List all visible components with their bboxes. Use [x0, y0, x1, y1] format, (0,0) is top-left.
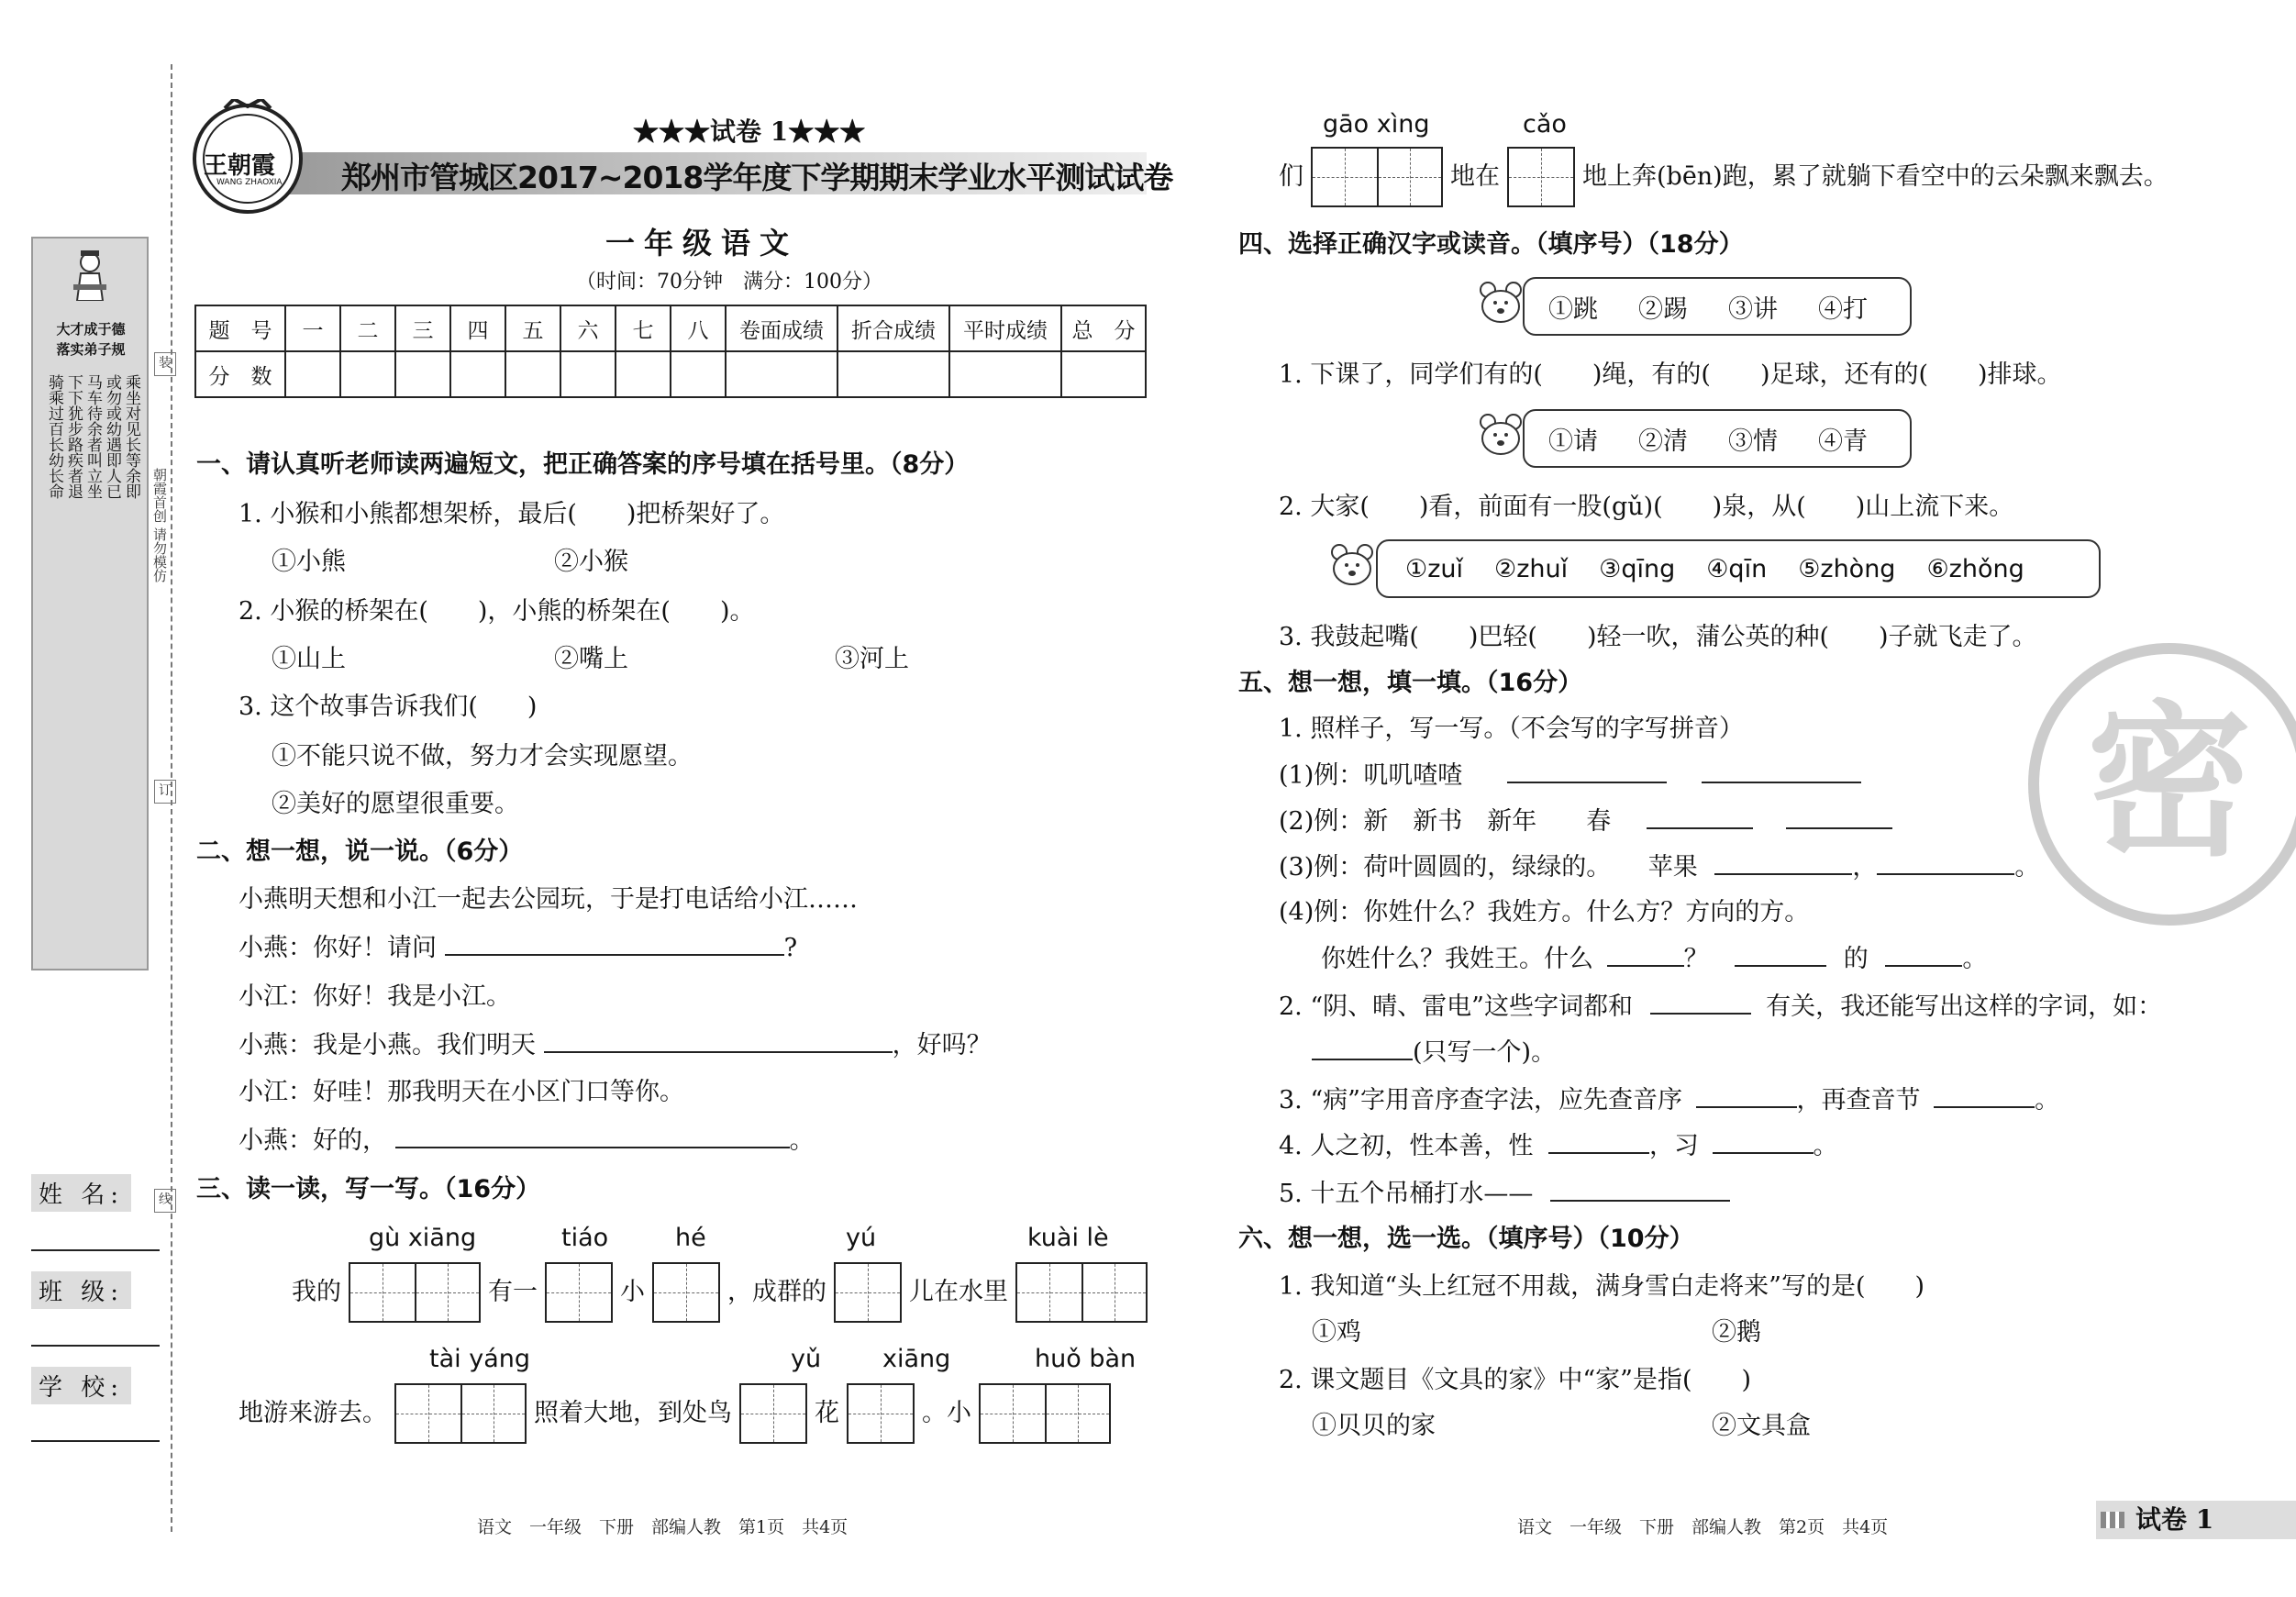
question: 1. 照样子，写一写。（不会写的字写拼音）: [1279, 715, 1744, 743]
answer-blank[interactable]: [1507, 760, 1667, 783]
option: ②踢: [1638, 294, 1688, 324]
section-5-title: 五、想一想，填一填。（16分）: [1238, 669, 1583, 697]
cut-line: [171, 64, 172, 1532]
option: ③河上: [835, 645, 909, 673]
table-row: [195, 305, 1146, 351]
score-cell[interactable]: [395, 351, 450, 397]
copyright-notice: 朝霞首创 请勿模仿: [151, 468, 168, 582]
question-text: (只写一个)。: [1413, 1038, 1557, 1067]
name-label: 姓 名:: [31, 1174, 131, 1212]
question-text: 有关，我还能写出这样的字词，如：: [1766, 993, 2163, 1021]
question-text: ，再查音节: [1796, 1086, 1921, 1115]
bear-icon: [1475, 411, 1526, 457]
writing-row: [292, 1262, 1148, 1323]
table-cell: 七: [616, 305, 671, 351]
writing-grid[interactable]: [834, 1262, 902, 1323]
example-text: 的: [1843, 945, 1869, 973]
binding-strip: [0, 0, 174, 1597]
score-cell[interactable]: [285, 351, 340, 397]
table-cell: 分 数: [195, 351, 285, 397]
table-cell: 一: [285, 305, 340, 351]
pinyin: gù xiāng: [369, 1224, 477, 1252]
school-label: 学 校:: [31, 1367, 131, 1404]
table-cell: 折合成绩: [837, 305, 949, 351]
writing-grid[interactable]: [394, 1383, 527, 1444]
answer-blank[interactable]: [1735, 943, 1826, 967]
example-line: [1279, 760, 1861, 792]
table-cell: 八: [671, 305, 726, 351]
example-line: [1279, 805, 1892, 837]
dialog-text: 。: [789, 1126, 815, 1155]
bear-icon: [1475, 279, 1526, 325]
answer-blank[interactable]: [1696, 1084, 1797, 1108]
option: ③qīng: [1599, 554, 1676, 583]
writing-grid[interactable]: [739, 1383, 807, 1444]
score-cell[interactable]: [671, 351, 726, 397]
pinyin: kuài lè: [1027, 1224, 1109, 1252]
option: ①zuǐ: [1405, 554, 1463, 583]
table-cell: 总 分: [1061, 305, 1146, 351]
row-text: 地在: [1450, 162, 1500, 191]
punct: 。: [2035, 1086, 2060, 1115]
answer-blank[interactable]: [1885, 943, 1962, 967]
example-line: [1321, 943, 1987, 975]
option: ①山上: [272, 645, 346, 673]
punct: 。: [2014, 853, 2040, 882]
dialog-text: 小燕：我是小燕。我们明天: [238, 1031, 536, 1059]
dialog-text: 小燕：你好！请问: [238, 934, 437, 962]
punct: 。: [1813, 1132, 1838, 1160]
page-footer: 语文 一年级 下册 部编人教 第1页 共4页: [477, 1517, 849, 1537]
row-text: 小: [620, 1278, 645, 1306]
answer-blank[interactable]: [1647, 805, 1753, 829]
row-text: 有一: [488, 1278, 538, 1306]
answer-blank[interactable]: [544, 1029, 893, 1053]
name-field[interactable]: [31, 1249, 160, 1251]
option-box: [1523, 277, 1912, 336]
question-text: 5. 十五个吊桶打水——: [1279, 1180, 1534, 1208]
class-label: 班 级:: [31, 1271, 131, 1309]
table-cell: 三: [395, 305, 450, 351]
writing-row: [1279, 147, 2168, 207]
motto-col: 马车待余者叫立坐: [83, 374, 102, 499]
pinyin: tài yáng: [429, 1345, 530, 1373]
confidential-seal-icon: [2027, 642, 2296, 926]
page-footer: 语文 一年级 下册 部编人教 第2页 共4页: [1517, 1517, 1889, 1537]
question-text: ，习: [1648, 1132, 1699, 1160]
pinyin: huǒ bàn: [1035, 1345, 1137, 1373]
section-1-title: 一、请认真听老师读两遍短文，把正确答案的序号填在括号里。（8分）: [196, 450, 970, 479]
option: ②清: [1638, 427, 1688, 456]
dialog-text: ?: [783, 934, 798, 962]
dialog-line: [238, 1125, 815, 1157]
cut-mark: 装: [154, 352, 176, 376]
writing-grid[interactable]: [349, 1262, 481, 1323]
question-text: 2. “阴、晴、雷电”这些字词都和: [1279, 993, 1633, 1021]
example-line: [1279, 851, 2039, 883]
class-field[interactable]: [31, 1345, 160, 1347]
answer-blank[interactable]: [445, 932, 784, 956]
example-text: 你姓什么？我姓王。什么: [1321, 945, 1593, 973]
question-text: 4. 人之初，性本善，性: [1279, 1132, 1534, 1160]
writing-grid[interactable]: [545, 1262, 613, 1323]
table-cell: 平时成绩: [949, 305, 1061, 351]
option: ①贝贝的家: [1312, 1412, 1436, 1440]
question: 1. 我知道“头上红冠不用裁，满身雪白走将来”写的是( ): [1279, 1272, 1925, 1301]
example-text: (2)例：新 新书 新年 春: [1279, 807, 1612, 836]
bear-icon: [1326, 541, 1378, 587]
question: 1. 下课了，同学们有的( )绳，有的( )足球，还有的( )排球。: [1279, 360, 2062, 389]
section-4-title: 四、选择正确汉字或读音。（填序号）（18分）: [1238, 230, 1744, 259]
dialog-intro: 小燕明天想和小江一起去公园玩，于是打电话给小江……: [238, 885, 858, 914]
row-text: 我的: [292, 1278, 341, 1306]
section-6-title: 六、想一想，选一选。（填序号）（10分）: [1238, 1225, 1694, 1253]
question: 3. 这个故事告诉我们( ): [238, 693, 538, 721]
score-cell[interactable]: [616, 351, 671, 397]
row-text: 地上奔(bēn)跑，累了就躺下看空中的云朵飘来飘去。: [1582, 162, 2168, 191]
cut-mark: 订: [154, 780, 176, 804]
writing-row: [238, 1383, 1111, 1444]
pinyin: cǎo: [1523, 110, 1567, 139]
dialog-line: [238, 932, 797, 964]
motto-col: 乘坐对见长等余即: [122, 374, 140, 499]
question: 2. 小猴的桥架在( )，小熊的桥架在( )。: [238, 597, 755, 626]
writing-grid[interactable]: [652, 1262, 720, 1323]
option: ①请: [1548, 427, 1598, 456]
option: ②鹅: [1712, 1318, 1761, 1347]
option: ③情: [1728, 427, 1778, 456]
section-2-title: 二、想一想，说一说。（6分）: [196, 837, 524, 866]
table-cell: 六: [560, 305, 616, 351]
option: ③讲: [1728, 294, 1778, 324]
option: ④青: [1818, 427, 1868, 456]
pinyin: gāo xìng: [1323, 110, 1430, 139]
option: ④qīn: [1706, 554, 1768, 583]
answer-blank[interactable]: [1650, 991, 1751, 1015]
option: ⑤zhòng: [1798, 554, 1896, 583]
time-limit: （时间：70分钟 满分：100分）: [576, 271, 882, 294]
punct: ，: [1852, 853, 1878, 882]
answer-blank[interactable]: [1702, 760, 1861, 783]
seal-text: 密: [2086, 687, 2253, 879]
example-text: (3)例：荷叶圆圆的，绿绿的。 苹果: [1279, 853, 1698, 882]
score-cell[interactable]: [560, 351, 616, 397]
table-cell: 二: [340, 305, 395, 351]
answer-blank[interactable]: [1786, 805, 1892, 829]
answer-blank[interactable]: [1550, 1178, 1730, 1202]
motto-heading: 大才成于德 落实弟子规: [56, 321, 126, 358]
pinyin: yǔ: [791, 1345, 822, 1373]
option-box: [1523, 409, 1912, 468]
question: 1. 小猴和小熊都想架桥，最后( )把桥架好了。: [238, 500, 785, 528]
motto-col: 骑乘过百长幼长命: [45, 374, 63, 499]
row-text: ，成群的: [727, 1278, 826, 1306]
motto-col: 或勿或幼遇即人已: [103, 374, 121, 499]
question-text: 3. “病”字用音序查字法，应先查音序: [1279, 1086, 1682, 1115]
writing-grid[interactable]: [1311, 147, 1443, 207]
option: ①鸡: [1312, 1318, 1361, 1347]
writing-grid[interactable]: [847, 1383, 915, 1444]
score-cell[interactable]: [450, 351, 505, 397]
dialog-line: [238, 1029, 992, 1061]
answer-blank[interactable]: [1607, 943, 1684, 967]
question: [1279, 1084, 2059, 1116]
punct: ？: [1683, 945, 1709, 973]
score-cell[interactable]: [1061, 351, 1146, 397]
pinyin: yú: [846, 1224, 877, 1252]
option: ②嘴上: [554, 645, 628, 673]
question: 3. 我鼓起嘴( )巴轻( )轻一吹，蒲公英的种( )子就飞走了。: [1279, 623, 2037, 651]
question-continued: [1312, 1037, 1556, 1069]
option-box: [1376, 539, 2101, 598]
answer-blank[interactable]: [395, 1125, 790, 1148]
exam-title: 郑州市管城区2017~2018学年度下学期期末学业水平测试试卷: [341, 160, 1173, 195]
tag-deco: [2101, 1512, 2124, 1528]
example-line: (4)例：你姓什么？我姓方。什么方？方向的方。: [1279, 898, 1810, 926]
answer-blank[interactable]: [1312, 1037, 1413, 1060]
question: [1279, 1178, 1730, 1210]
option: ②文具盒: [1712, 1412, 1811, 1440]
score-cell[interactable]: [340, 351, 395, 397]
answer-blank[interactable]: [1877, 851, 2014, 875]
score-cell[interactable]: [837, 351, 949, 397]
table-cell: 四: [450, 305, 505, 351]
example-text: (1)例：叽叽喳喳: [1279, 761, 1463, 790]
scholar-figure-icon: [70, 248, 110, 301]
cut-mark: 线: [154, 1189, 176, 1213]
score-cell[interactable]: [505, 351, 560, 397]
row-text: 地游来游去。: [238, 1399, 387, 1427]
table-cell: 卷面成绩: [726, 305, 837, 351]
pinyin: hé: [675, 1224, 706, 1252]
answer-blank[interactable]: [1934, 1084, 2035, 1108]
row-text: 儿在水里: [909, 1278, 1008, 1306]
option: ②美好的愿望很重要。: [272, 790, 519, 818]
pinyin: xiāng: [882, 1345, 951, 1373]
question: 2. 课文题目《文具的家》中“家”是指( ): [1279, 1366, 1752, 1394]
row-text: 们: [1279, 162, 1303, 191]
subject-title: 一年级语文: [605, 226, 799, 261]
school-field[interactable]: [31, 1440, 160, 1442]
dialog-text: 小燕：好的，: [238, 1126, 387, 1155]
row-text: 照着大地，到处鸟: [534, 1399, 732, 1427]
option: ①跳: [1548, 294, 1598, 324]
question: [1279, 991, 2162, 1023]
table-row: [195, 351, 1146, 397]
table-cell: 五: [505, 305, 560, 351]
dialog-text: ，好吗？: [892, 1031, 992, 1059]
section-3-title: 三、读一读，写一写。（16分）: [196, 1175, 541, 1203]
option: ②小猴: [554, 548, 628, 576]
dialog-line: 小江：好哇！那我明天在小区门口等你。: [238, 1078, 684, 1106]
option: ④打: [1818, 294, 1868, 324]
question: [1279, 1130, 1838, 1162]
logo-text: 王朝霞: [204, 152, 276, 180]
answer-blank[interactable]: [1713, 1130, 1814, 1154]
page-tag: 试卷 1: [2135, 1504, 2214, 1535]
row-text: 。小: [922, 1399, 971, 1427]
paper-number: ★★★试卷 1★★★: [633, 116, 866, 147]
option: ①小熊: [272, 548, 346, 576]
option: ①不能只说不做，努力才会实现愿望。: [272, 742, 693, 771]
answer-blank[interactable]: [1714, 851, 1852, 875]
option: ②zhuǐ: [1494, 554, 1569, 583]
motto-panel: [31, 237, 149, 970]
dialog-line: 小江：你好！我是小江。: [238, 982, 511, 1011]
punct: 。: [1962, 945, 1988, 973]
question: 2. 大家( )看，前面有一股(gǔ)( )泉，从( )山上流下来。: [1279, 493, 2014, 521]
motto-columns: [46, 374, 140, 499]
score-cell[interactable]: [949, 351, 1061, 397]
option: ⑥zhǒng: [1926, 554, 2024, 583]
writing-grid[interactable]: [979, 1383, 1111, 1444]
score-cell[interactable]: [726, 351, 837, 397]
logo-subtext: WANG ZHAOXIA: [216, 178, 283, 187]
pinyin: tiáo: [561, 1224, 609, 1252]
row-text: 花: [815, 1399, 839, 1427]
motto-col: 下下犹步路疾者退: [64, 374, 83, 499]
score-table: [194, 305, 1147, 398]
table-cell: 题 号: [195, 305, 285, 351]
answer-blank[interactable]: [1548, 1130, 1649, 1154]
writing-grid[interactable]: [1015, 1262, 1148, 1323]
writing-grid[interactable]: [1507, 147, 1575, 207]
